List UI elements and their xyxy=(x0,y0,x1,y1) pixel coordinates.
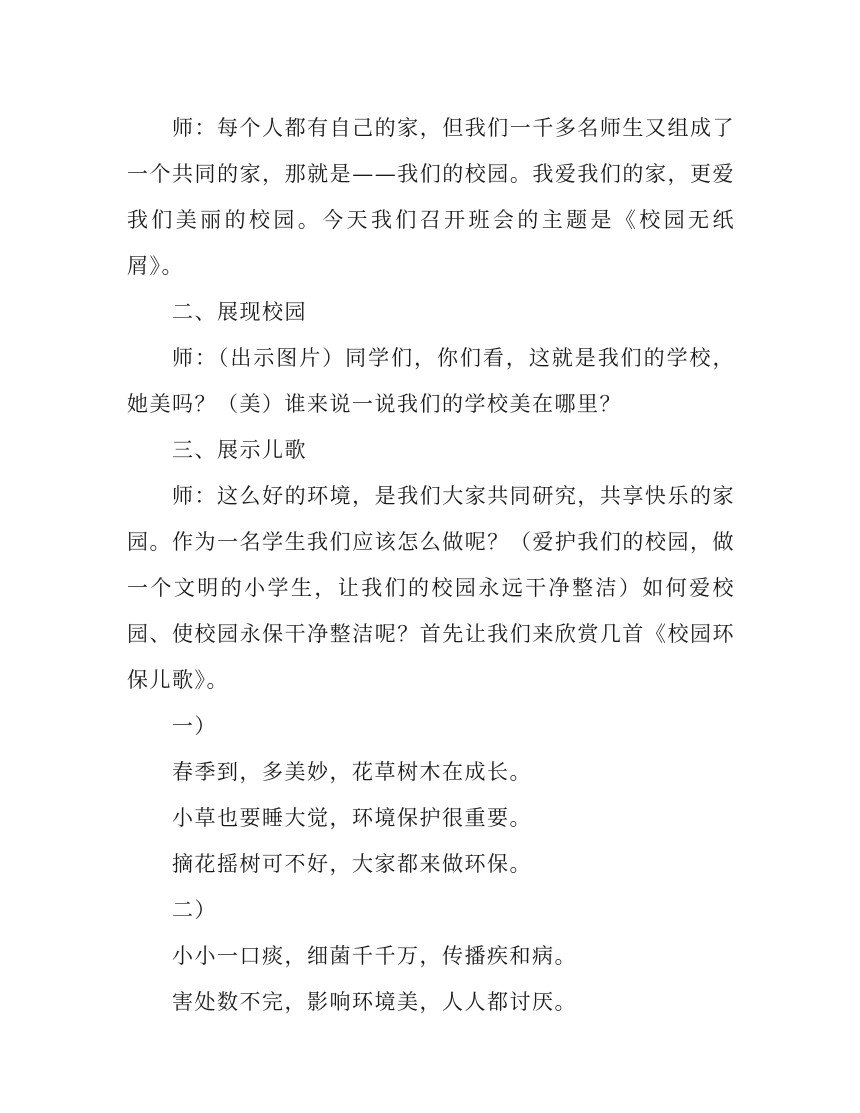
paragraph-campus: 师：（出示图片）同学们，你们看，这就是我们的学校，她美吗？（美）谁来说一说我们的学校美在哪里？ xyxy=(127,346,735,416)
song-line: 摘花摇树可不好，大家都来做环保。 xyxy=(172,852,532,876)
song-number-2: 二） xyxy=(172,898,217,922)
paragraph-songs-intro: 师：这么好的环境，是我们大家共同研究，共享快乐的家园。作为一名学生我们应该怎么做呢？（爱护我们的校园，做一个文明的小学生，让我们的校园永远干净整洁）如何爱校园、使校园永保干净整洁呢？首先让我们来欣赏几首《校园环保儿歌》。 xyxy=(127,484,735,692)
section-heading-songs: 三、展示儿歌 xyxy=(172,438,307,462)
song-line: 春季到，多美妙，花草树木在成长。 xyxy=(172,760,532,784)
song-line: 小草也要睡大觉，环境保护很重要。 xyxy=(172,806,532,830)
section-heading-campus: 二、展现校园 xyxy=(172,300,307,324)
paragraph-intro: 师：每个人都有自己的家，但我们一千多名师生又组成了一个共同的家，那就是——我们的校园。我爱我们的家，更爱我们美丽的校园。今天我们召开班会的主题是《校园无纸屑》。 xyxy=(127,116,735,278)
song-line: 害处数不完，影响环境美，人人都讨厌。 xyxy=(172,990,577,1014)
song-number-1: 一） xyxy=(172,714,217,738)
document-body xyxy=(127,105,735,1025)
song-line: 小小一口痰，细菌千千万，传播疾和病。 xyxy=(172,944,577,968)
